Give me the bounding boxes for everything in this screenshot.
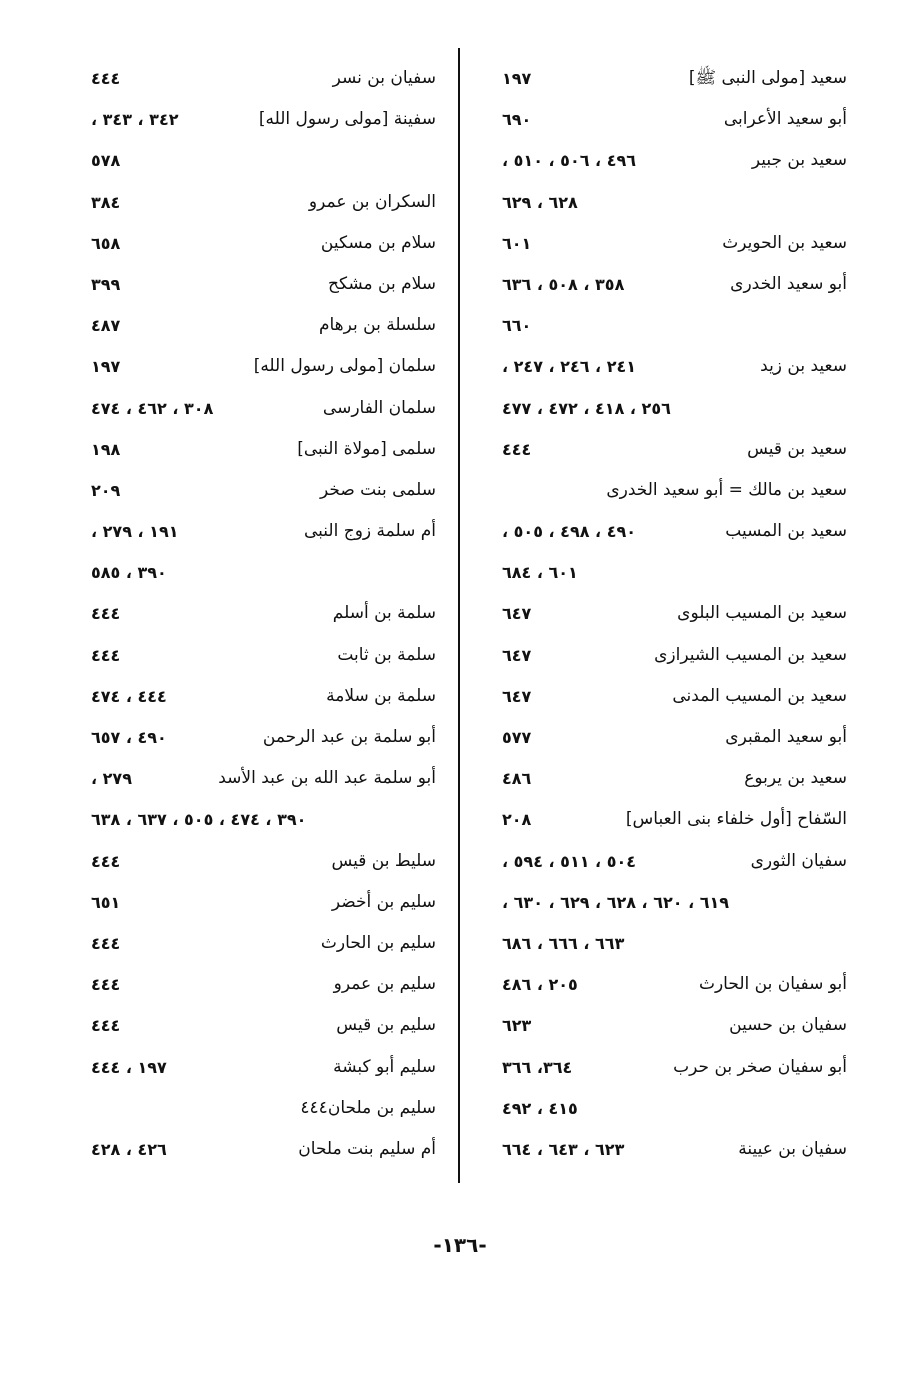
index-entry [502,264,847,305]
entry-page-refs: ٣٠٨ ، ٤٦٢ ، ٤٧٤ [91,398,214,418]
entry-page-refs: ٣٩٠ ، ٥٨٥ [91,563,167,583]
entry-name: أبو سعيد المقبرى [725,727,847,747]
column-divider [458,48,460,1183]
entry-page-refs: ٦٩٠ [502,110,532,130]
entry-name: سلمة بن أسلم [332,603,436,624]
entry-name: أبو سلمة بن عبد الرحمن [262,727,436,747]
index-entry [91,552,436,593]
entry-page-refs: ١٩٧ [502,69,532,88]
entry-page-refs: ٤١٥ ، ٤٩٢ [502,1098,578,1118]
index-entry [502,717,847,758]
entry-page-refs: ٤٢٦ ، ٤٢٨ [91,1139,167,1159]
entry-name: سلام بن مسكين [320,232,436,253]
entry-name: سعيد بن المسيب البلوى [677,603,847,624]
entry-page-refs: ٢٧٩ ، [91,769,132,789]
entry-page-refs: ٢٤١ ، ٢٤٦ ، ٢٤٧ ، [502,357,636,377]
index-entry [502,964,847,1005]
entry-page-refs: ٣٤٢ ، ٣٤٣ ، [91,110,179,130]
entry-page-refs: ٦٥١ [91,892,121,912]
entry-page-refs: ٦٢٣ ، ٦٤٣ ، ٦٦٤ [502,1139,625,1159]
entry-name: سعيد بن جبير [751,150,847,171]
index-entry [91,470,436,511]
entry-name: سعيد بن المسيب المدنى [672,685,847,706]
entry-name: سليط بن قيس [331,850,436,871]
entry-page-refs: ٦٠١ [502,233,532,253]
page-number: -١٣٦- [433,1233,487,1257]
index-entry [502,1129,847,1170]
index-entry [91,388,436,429]
entry-page-refs: ٤٤٤ ، ٤٧٤ [91,686,167,706]
entry-name: سليم بن أخضر [331,891,436,912]
entry-name: السّفاح [أول خلفاء بنى العباس] [625,809,847,830]
index-entry [91,1088,436,1129]
index-entry [502,223,847,264]
entry-page-refs: ٢٥٦ ، ٤١٨ ، ٤٧٢ ، ٤٧٧ [502,398,671,418]
entry-name: سعيد بن مالك = أبو سعيد الخدرى [606,479,847,500]
entry-name: سعيد بن المسيب [725,521,847,542]
index-entry [91,841,436,882]
entry-page-refs: ٦٦٠ [502,316,532,336]
entry-page-refs: ٤٤٤ [91,933,121,953]
index-entry [502,388,847,429]
entry-page-refs: ٣٩٠ ، ٤٧٤ ، ٥٠٥ ، ٦٣٧ ، ٦٣٨ [91,810,307,830]
entry-page-refs: ٤٤٤ [91,645,121,665]
index-entry [91,99,436,140]
index-entry [91,593,436,634]
entry-name: أبو سفيان صخر بن حرب [673,1056,847,1077]
entry-name: سليم بن ملحان٤٤٤ [300,1097,436,1118]
entry-page-refs: ٦٥٨ [91,233,121,253]
index-entry [91,964,436,1005]
entry-page-refs: ٢٠٥ ، ٤٨٦ [502,975,578,995]
index-entry [91,717,436,758]
entry-name: أبو سفيان بن الحارث [698,974,847,995]
entry-page-refs: ٤٤٤ [91,1016,121,1036]
index-entry [91,140,436,181]
entry-page-refs: ٤٨٦ [502,769,532,789]
index-entry [91,1129,436,1170]
index-entry [91,882,436,923]
entry-name: سلمة بن سلامة [326,685,436,706]
index-entry [502,1047,847,1088]
index-entry [502,923,847,964]
index-entry [91,58,436,99]
index-entry [502,1005,847,1046]
entry-name: سفيان بن عيينة [738,1138,847,1159]
entry-name: سلمان [مولى رسول الله] [253,356,436,377]
entry-page-refs: ٦٤٧ [502,686,532,706]
index-entry [502,1088,847,1129]
entry-page-refs: ٥٧٨ [91,151,121,171]
entry-page-refs: ٦٤٧ [502,645,532,665]
entry-name: سعيد بن يربوع [744,768,847,789]
entry-name: سليم بن قيس [336,1015,436,1036]
index-entry [91,923,436,964]
entry-name: أم سليم بنت ملحان [298,1138,436,1159]
entry-name: سعيد بن زيد [760,356,847,377]
entry-name: سفيان الثورى [750,850,847,871]
entry-name: سلمان الفارسى [322,397,436,418]
index-entry [502,346,847,387]
entry-name: سفيان بن حسين [729,1015,847,1036]
entry-page-refs: ٦٢٣ [502,1016,532,1036]
entry-name: سعيد بن الحويرث [722,232,847,253]
entry-page-refs: ٢٠٨ [502,810,532,830]
entry-page-refs: ٦٠١ ، ٦٨٤ [502,563,578,583]
entry-page-refs: ٤٤٤ [91,851,121,871]
entry-page-refs: ٦٤٧ [502,604,532,624]
entry-page-refs: ٤٤٤ [91,975,121,995]
entry-name: سعيد بن المسيب الشيرازى [654,644,847,665]
entry-page-refs: ٤٩٦ ، ٥٠٦ ، ٥١٠ ، [502,151,636,171]
index-entry [502,758,847,799]
entry-page-refs: ١٩٧ [91,357,121,377]
index-entry [91,182,436,223]
index-entry [502,470,847,511]
index-entry [502,429,847,470]
entry-page-refs: ٣٨٤ [91,192,121,212]
entry-page-refs: ٥٧٧ [502,728,532,747]
entry-page-refs: ١٩١ ، ٢٧٩ ، [91,522,179,542]
entry-page-refs: ٤٤٤ [91,69,121,88]
entry-name: سلمى بنت صخر [319,479,436,500]
index-entry [502,182,847,223]
entry-name: سلام بن مشكح [327,273,436,294]
entry-page-refs: ١٩٧ ، ٤٤٤ [91,1057,167,1077]
entry-name: سفينة [مولى رسول الله] [258,109,436,130]
index-entry [502,799,847,840]
index-entry [91,799,436,840]
index-entry [502,841,847,882]
index-entry [502,305,847,346]
index-entry [91,305,436,346]
entry-name: سليم بن الحارث [320,932,436,953]
entry-page-refs: ٤٨٧ [91,316,121,336]
index-entry [502,140,847,181]
entry-page-refs: ٦١٩ ، ٦٢٠ ، ٦٢٨ ، ٦٢٩ ، ٦٣٠ ، [502,892,730,912]
entry-name: سفيان بن نسر [332,68,436,88]
index-entry [502,676,847,717]
entry-name: السكران بن عمرو [308,191,436,212]
left-column [91,58,436,1170]
index-entry [91,511,436,552]
index-entry [502,882,847,923]
entry-page-refs: ٦٦٣ ، ٦٦٦ ، ٦٨٦ [502,933,625,953]
entry-page-refs: ٤٩٠ ، ٤٩٨ ، ٥٠٥ ، [502,522,636,542]
entry-name: أم سلمة زوج النبى [304,521,436,542]
index-entry [502,58,847,99]
index-entry [91,676,436,717]
entry-name: سلسلة بن برهام [318,315,436,336]
index-entry [91,346,436,387]
entry-page-refs: ٦٢٨ ، ٦٢٩ [502,192,578,212]
index-entry [502,99,847,140]
right-column [502,58,847,1170]
index-entry [91,635,436,676]
entry-page-refs: ٣٥٨ ، ٥٠٨ ، ٦٣٦ [502,274,625,294]
index-entry [91,223,436,264]
entry-name: سليم بن عمرو [333,974,436,995]
entry-page-refs: ٢٠٩ [91,480,121,500]
entry-page-refs: ٣٩٩ [91,274,121,294]
entry-name: أبو سلمة عبد الله بن عبد الأسد [218,768,436,789]
entry-page-refs: ١٩٨ [91,439,121,459]
index-entry [91,264,436,305]
entry-name: أبو سعيد الخدرى [730,273,847,294]
entry-name: سلمى [مولاة النبى] [297,438,436,459]
entry-page-refs: ٤٩٠ ، ٦٥٧ [91,728,167,747]
entry-name: سعيد بن قيس [747,438,847,459]
entry-page-refs: ٤٤٤ [91,604,121,624]
index-entry [502,635,847,676]
index-entry [502,593,847,634]
index-entry [91,1047,436,1088]
entry-page-refs: ٤٤٤ [502,439,532,459]
index-entry [91,758,436,799]
index-entry [91,429,436,470]
entry-name: سلمة بن ثابت [337,644,436,665]
index-entry [91,1005,436,1046]
entry-page-refs: ٥٠٤ ، ٥١١ ، ٥٩٤ ، [502,851,636,871]
index-entry [502,552,847,593]
index-entry [502,511,847,552]
entry-name: أبو سعيد الأعرابى [723,109,847,130]
entry-name: سليم أبو كبشة [333,1056,436,1077]
entry-name: سعيد [مولى النبى ﷺ] [688,68,847,88]
entry-page-refs: ٣٦٤، ٣٦٦ [502,1057,573,1077]
